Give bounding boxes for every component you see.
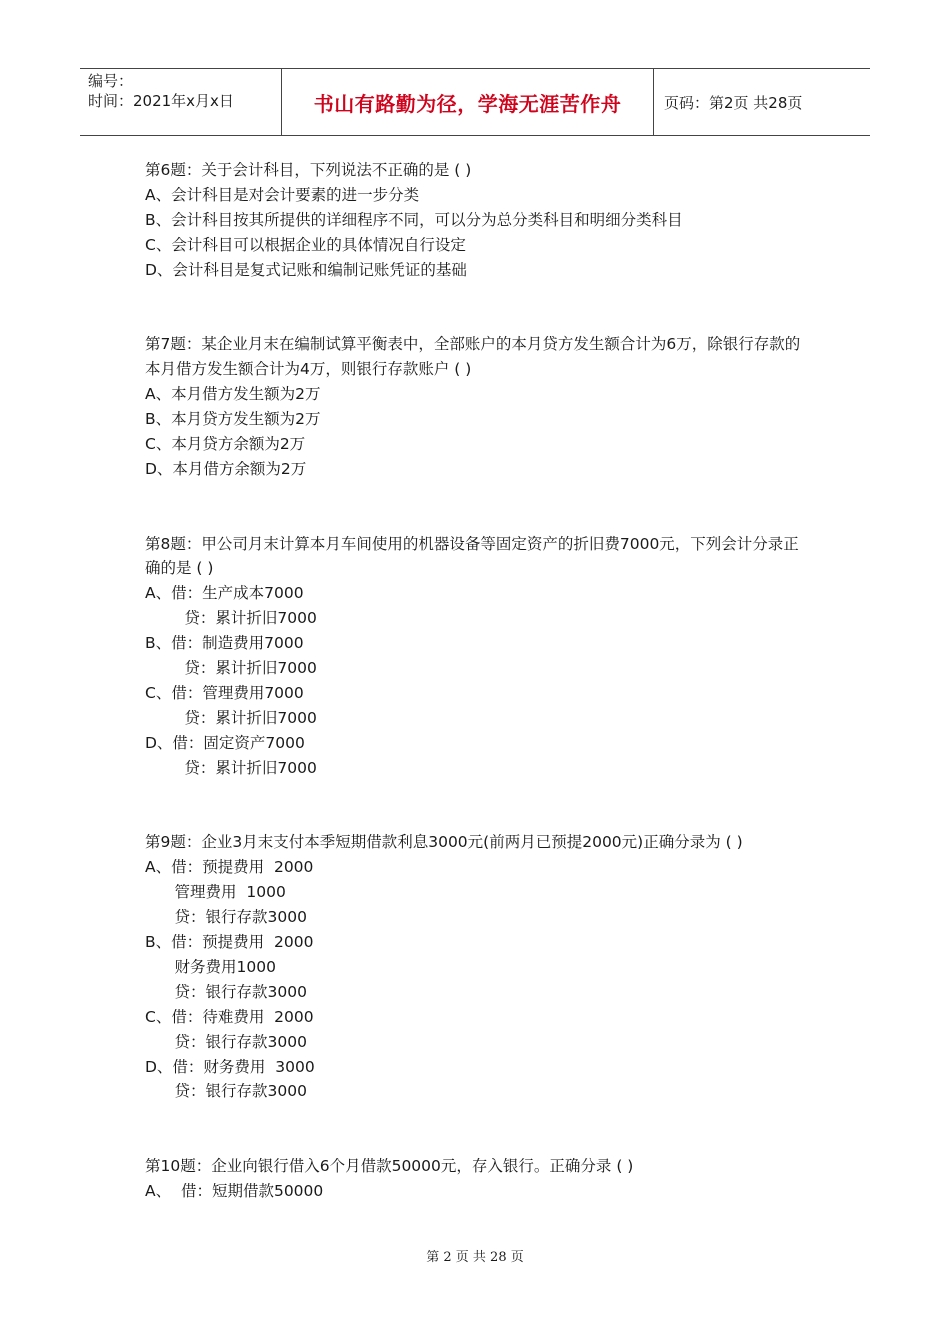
header-page-cell	[654, 69, 870, 135]
question-option: C、本月贷方余额为2万	[145, 434, 306, 453]
question-option: 贷：累计折旧7000	[145, 609, 317, 628]
question-stem: 第8题：甲公司月末计算本月车间使用的机器设备等固定资产的折旧费7000元，下列会计分录正确的是 ( )	[145, 534, 799, 578]
question-option: 贷：累计折旧7000	[145, 708, 317, 727]
question-option: D、借：财务费用 3000	[145, 1057, 315, 1076]
header-meta-cell	[80, 69, 282, 135]
question-option: C、借：待难费用 2000	[145, 1007, 314, 1026]
question-option: 贷：银行存款3000	[145, 1082, 308, 1101]
question-option: 贷：银行存款3000	[145, 1032, 308, 1051]
question-option: D、会计科目是复式记账和编制记账凭证的基础	[145, 260, 467, 279]
header-motto: 书山有路勤为径，学海无涯苦作舟	[313, 91, 622, 116]
question-option: D、本月借方余额为2万	[145, 459, 307, 478]
question-option: 管理费用 1000	[145, 883, 286, 902]
question-option: A、借：预提费用 2000	[145, 858, 314, 877]
question-6	[145, 158, 805, 283]
question-stem: 第10题：企业向银行借入6个月借款50000元，存入银行。正确分录 ( )	[145, 1157, 634, 1176]
question-option: C、会计科目可以根据企业的具体情况自行设定	[145, 235, 466, 254]
question-stem: 第9题：企业3月末支付本季短期借款利息3000元(前两月已预提2000元)正确分录为 ( )	[145, 833, 743, 852]
question-option: C、借：管理费用7000	[145, 684, 304, 702]
document-date-label: 时间：2021年x月x日	[88, 92, 234, 110]
header-motto-cell	[282, 69, 654, 135]
header-page-label: 页码：第2页 共28页	[664, 93, 803, 112]
question-9	[145, 830, 805, 1104]
question-option: B、借：制造费用7000	[145, 634, 304, 653]
question-option: 贷：银行存款3000	[145, 908, 308, 927]
question-stem: 第6题：关于会计科目，下列说法不正确的是 ( )	[145, 161, 472, 179]
question-option: D、借：固定资产7000	[145, 733, 305, 752]
document-code-label: 编号：	[88, 72, 134, 90]
page-footer: 第 2 页 共 28 页	[426, 1250, 524, 1265]
question-7	[145, 332, 805, 481]
question-10	[145, 1154, 805, 1204]
question-option: B、会计科目按其所提供的详细程序不同，可以分为总分类科目和明细分类科目	[145, 210, 683, 229]
question-option: B、借：预提费用 2000	[145, 933, 314, 952]
question-8	[145, 532, 805, 781]
question-stem: 第7题：某企业月末在编制试算平衡表中，全部账户的本月贷方发生额合计为6万，除银行存款的本月借方发生额合计为4万，则银行存款账户 ( )	[145, 335, 801, 379]
question-option: A、会计科目是对会计要素的进一步分类	[145, 185, 420, 204]
question-option: A、借：生产成本7000	[145, 584, 304, 603]
question-option: 财务费用1000	[145, 957, 277, 976]
question-option: A、本月借方发生额为2万	[145, 385, 321, 404]
question-option: B、本月贷方发生额为2万	[145, 410, 321, 429]
page-header	[80, 68, 870, 136]
question-option: 贷：累计折旧7000	[145, 758, 317, 777]
question-option: 贷：银行存款3000	[145, 982, 308, 1001]
question-option: 贷：累计折旧7000	[145, 659, 317, 678]
question-list	[145, 158, 805, 1254]
question-option: A、 借：短期借款50000	[145, 1182, 324, 1201]
